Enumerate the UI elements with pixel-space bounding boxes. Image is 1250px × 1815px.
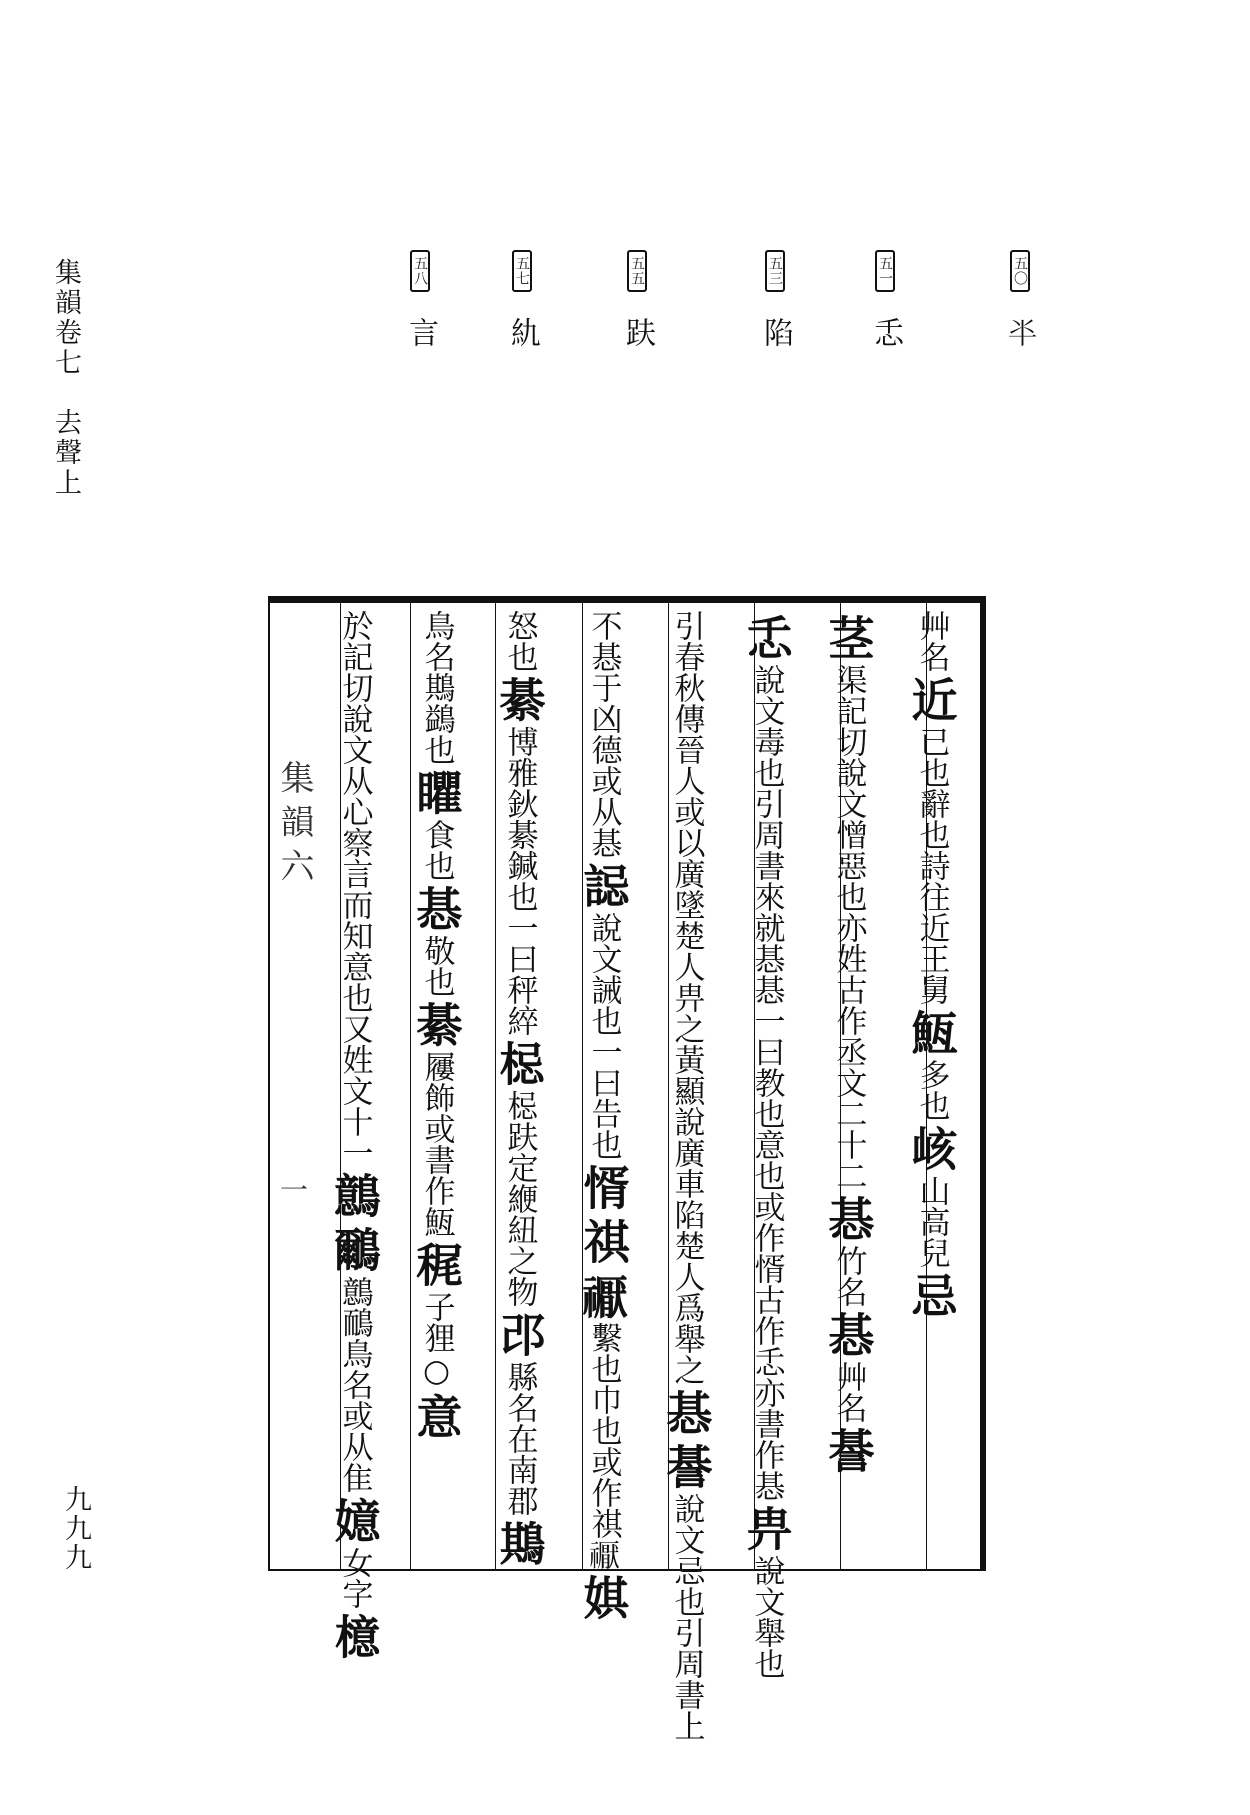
note-char: 䊵 bbox=[505, 317, 540, 347]
annotation: 已也辭也詩往近王舅 bbox=[913, 726, 950, 1005]
annotation: 鷾鴯鳥名或从隹 bbox=[336, 1276, 373, 1493]
note-number: 五八 bbox=[410, 250, 430, 292]
headword: 㥠 bbox=[576, 1164, 631, 1210]
note-number: 五五 bbox=[627, 250, 647, 292]
headword: 䳢 bbox=[492, 1520, 547, 1566]
text-column bbox=[740, 610, 792, 1679]
annotation: 博雅鈥綦鍼也一曰秤綷 bbox=[501, 726, 538, 1036]
text-column bbox=[577, 610, 629, 1624]
block-book-title: 集韻六 bbox=[274, 760, 314, 892]
annotation: 子狸 bbox=[418, 1291, 455, 1353]
headword: 峐 bbox=[904, 1125, 959, 1171]
note-char: 𠦂 bbox=[1003, 317, 1038, 347]
headword: 鸍 bbox=[327, 1226, 382, 1272]
collation-note bbox=[505, 250, 540, 347]
annotation: 敬也 bbox=[418, 935, 455, 997]
circle-mark: ○ bbox=[418, 1353, 455, 1389]
headword: 惎 bbox=[821, 1195, 876, 1241]
annotation: 屨飾或書作䱍 bbox=[418, 1051, 455, 1237]
headword: 茎 bbox=[821, 614, 876, 660]
annotation: 竹名 bbox=[830, 1245, 867, 1307]
annotation: 說文忌也引周書上 bbox=[668, 1493, 705, 1741]
headword: 諅 bbox=[821, 1427, 876, 1473]
headword: 䱍 bbox=[904, 1009, 959, 1055]
annotation: 繫也巾也或作祺𥜒 bbox=[585, 1322, 622, 1570]
headword: 惎 bbox=[821, 1311, 876, 1357]
text-column bbox=[328, 610, 380, 1663]
note-char: 言 bbox=[403, 317, 438, 347]
note-number: 五〇 bbox=[1010, 250, 1030, 292]
headword: 綦 bbox=[409, 1001, 464, 1047]
note-char: 陷 bbox=[758, 317, 793, 347]
headword: 䅏 bbox=[409, 1241, 464, 1287]
note-number: 五一 bbox=[875, 250, 895, 292]
headword: 諅 bbox=[659, 1443, 714, 1489]
note-char: 忎 bbox=[868, 317, 903, 347]
headword: 惎 bbox=[659, 1389, 714, 1435]
collation-note bbox=[403, 250, 438, 347]
annotation: 說文舉也 bbox=[748, 1555, 785, 1679]
note-number: 五三 bbox=[765, 250, 785, 292]
headword: 梞 bbox=[492, 1040, 547, 1086]
annotation: 鳥名䳢鷁也 bbox=[418, 610, 455, 765]
annotation: 艸名 bbox=[913, 610, 950, 672]
note-number: 五七 bbox=[512, 250, 532, 292]
headword: 意 bbox=[409, 1393, 464, 1439]
annotation: 渠記切說文憎惡也亦姓古作丞文二十二 bbox=[830, 664, 867, 1191]
headword: 娸 bbox=[576, 1574, 631, 1620]
annotation: 不惎于凶德或从惎 bbox=[585, 610, 622, 858]
headword: 嬑 bbox=[327, 1497, 382, 1543]
annotation: 多也 bbox=[913, 1059, 950, 1121]
annotation: 於記切說文从心察言而知意也又姓文十一 bbox=[336, 610, 373, 1168]
page-number: 九九九 bbox=[60, 1485, 91, 1572]
headword: 畁 bbox=[739, 1505, 794, 1551]
text-column bbox=[660, 610, 712, 1741]
annotation: 梞趺定緶紐之物 bbox=[501, 1090, 538, 1307]
headword: 䂂 bbox=[409, 769, 464, 815]
collation-note bbox=[758, 250, 793, 347]
annotation: 女字 bbox=[336, 1547, 373, 1609]
annotation: 怒也 bbox=[501, 610, 538, 672]
text-column bbox=[410, 610, 462, 1443]
note-char: 趺 bbox=[620, 317, 655, 347]
text-column bbox=[822, 610, 874, 1477]
collation-note bbox=[1003, 250, 1038, 347]
annotation: 說文毒也引周書來就惎惎一曰教也意也或作㥠古作忎亦書作惎 bbox=[748, 664, 785, 1501]
headword: 忌 bbox=[904, 1272, 959, 1318]
annotation: 食也 bbox=[418, 819, 455, 881]
headword: 邔 bbox=[492, 1311, 547, 1357]
annotation: 艸名 bbox=[830, 1361, 867, 1423]
headword: 近 bbox=[904, 676, 959, 722]
headword: 忎 bbox=[739, 614, 794, 660]
block-book-label: 一 bbox=[276, 1175, 309, 1209]
running-header: 集韻卷七 去聲上 bbox=[50, 258, 81, 498]
headword: 誋 bbox=[576, 862, 631, 908]
annotation: 山高兒 bbox=[913, 1175, 950, 1268]
headword: 惎 bbox=[409, 885, 464, 931]
collation-note bbox=[868, 250, 903, 347]
headword: 𥜒 bbox=[576, 1272, 631, 1318]
headword: 檍 bbox=[327, 1613, 382, 1659]
headword: 鷾 bbox=[327, 1172, 382, 1218]
headword: 祺 bbox=[576, 1218, 631, 1264]
annotation: 說文誡也一曰告也 bbox=[585, 912, 622, 1160]
annotation: 縣名在南郡 bbox=[501, 1361, 538, 1516]
text-column bbox=[493, 610, 545, 1570]
headword: 綦 bbox=[492, 676, 547, 722]
text-column bbox=[905, 610, 957, 1322]
collation-note bbox=[620, 250, 655, 347]
annotation: 引春秋傳晉人或以廣墜楚人畁之黃顯說廣車陷楚人爲舉之 bbox=[668, 610, 705, 1385]
